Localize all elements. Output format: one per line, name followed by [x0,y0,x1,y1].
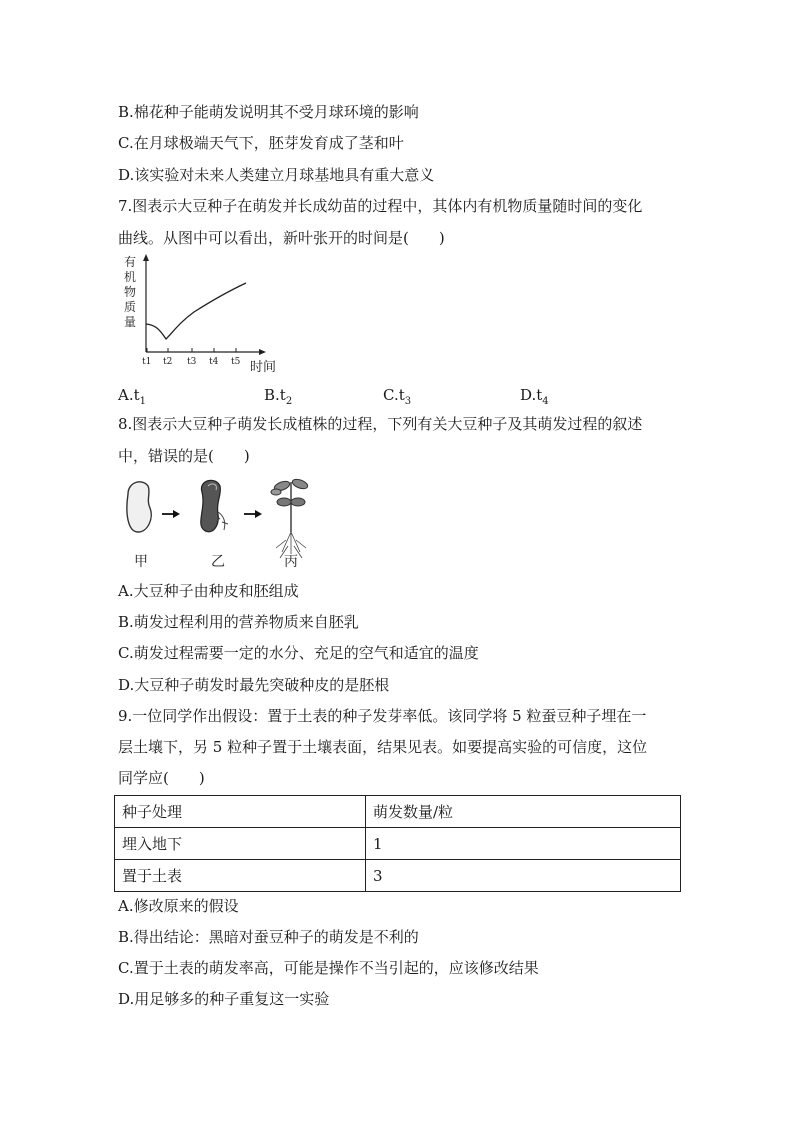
graph-x-arrow [259,349,266,355]
germinating-seed-icon [201,480,221,531]
graph-ticks [147,348,236,352]
table-header-cell: 萌发数量/粒 [366,796,681,828]
question-9-line-2: 层土壤下，另 5 粒种子置于土壤表面，结果见表。如要提高实验的可信度，这位 [118,738,648,756]
option-b-sub: 2 [285,396,293,407]
option-b[interactable] [264,385,292,412]
option-c[interactable] [383,385,411,412]
graph-y-label-char: 有 [124,255,137,269]
tick-label-t5: t5 [231,357,241,367]
table-cell: 3 [366,860,681,892]
graph-curve [146,283,246,339]
option-8c[interactable]: C.萌发过程需要一定的水分、充足的空气和适宜的温度 [118,644,479,662]
question-8-line-2: 中，错误的是( ) [118,447,250,465]
graph-y-label-char: 物 [124,285,137,299]
option-d[interactable] [520,385,549,412]
seed-figure-labels [134,554,298,570]
table-cell: 1 [366,828,681,860]
organic-mass-graph [116,252,286,377]
question-7-line-2: 曲线。从图中可以看出，新叶张开的时间是( ) [118,229,445,247]
question-9-line-3: 同学应( ) [118,769,205,787]
bean-seed-icon [127,482,151,532]
graph-y-label-char: 量 [124,315,137,329]
line-q6c: C.在月球极端天气下，胚芽发育成了茎和叶 [118,134,404,152]
tick-label-t2: t2 [163,357,173,367]
table-header-row [115,796,681,828]
tick-label-t1: t1 [142,357,152,367]
table-row [115,860,681,892]
graph-y-arrow [143,254,149,261]
option-8a[interactable]: A.大豆种子由种皮和胚组成 [118,582,299,600]
table-cell: 埋入地下 [115,828,366,860]
option-a-letter: A.t [118,386,140,404]
question-7-options [118,385,618,405]
option-d-letter: D.t [520,386,543,404]
option-a-sub: 1 [139,396,147,407]
graph-x-label: 时间 [250,360,277,375]
option-9b[interactable]: B.得出结论：黑暗对蚕豆种子的萌发是不利的 [118,928,419,946]
seed-germination-figure [116,472,326,572]
graph-y-label-char: 机 [124,270,137,284]
label-jia: 甲 [134,554,148,570]
label-yi: 乙 [211,554,225,570]
option-8b[interactable]: B.萌发过程利用的营养物质来自胚乳 [118,613,359,631]
option-9d[interactable]: D.用足够多的种子重复这一实验 [118,990,330,1008]
table-row [115,828,681,860]
seedling-icon [271,478,309,558]
line-q6b: B.棉花种子能萌发说明其不受月球环境的影响 [118,103,419,121]
option-b-letter: B.t [264,386,286,404]
option-c-sub: 3 [404,396,412,407]
arrow-2-head [255,510,262,518]
option-8d[interactable]: D.大豆种子萌发时最先突破种皮的是胚根 [118,676,390,694]
option-a[interactable] [118,385,146,412]
tick-label-t3: t3 [187,357,197,367]
table-cell: 置于土表 [115,860,366,892]
tick-label-t4: t4 [209,357,219,367]
label-bing: 丙 [284,554,298,570]
option-c-letter: C.t [383,386,405,404]
option-d-sub: 4 [542,396,549,407]
arrow-1-head [173,510,180,518]
question-8-line-1: 8.图表示大豆种子萌发长成植株的过程，下列有关大豆种子及其萌发过程的叙述 [118,415,643,433]
graph-tick-labels [142,357,241,367]
option-9a[interactable]: A.修改原来的假设 [118,897,239,915]
seed-results-table [114,795,681,892]
table-header-cell: 种子处理 [115,796,366,828]
graph-y-label-char: 质 [124,300,137,314]
graph-y-label [124,255,136,329]
question-7-line-1: 7.图表示大豆种子在萌发并长成幼苗的过程中，其体内有机物质量随时间的变化 [118,197,643,215]
question-9-line-1: 9.一位同学作出假设：置于土表的种子发芽率低。该同学将 5 粒蚕豆种子埋在一 [118,707,647,725]
line-q6d: D.该实验对未来人类建立月球基地具有重大意义 [118,166,435,184]
option-9c[interactable]: C.置于土表的萌发率高，可能是操作不当引起的，应该修改结果 [118,959,539,977]
